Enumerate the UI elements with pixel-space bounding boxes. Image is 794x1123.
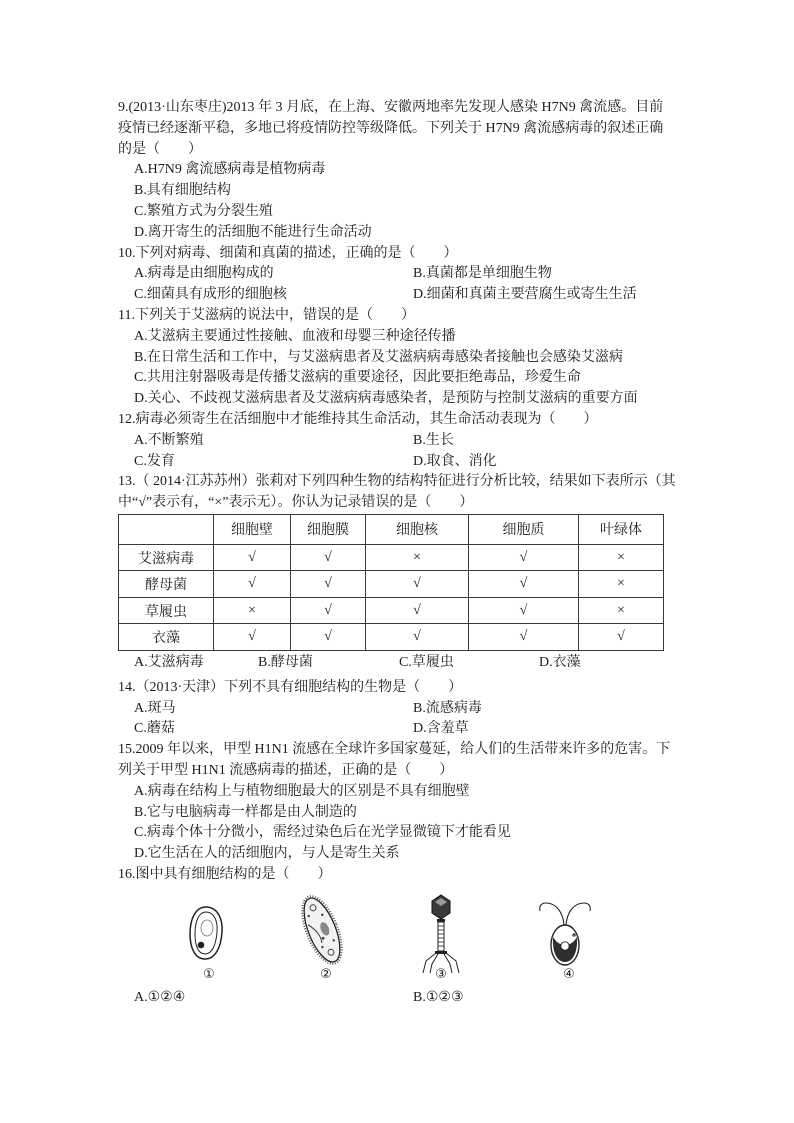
table-cell: √ — [214, 571, 291, 598]
question-stem-line: 疫情已经逐渐平稳，多地已将疫情防控等级降低。下列关于 H7N9 禽流感病毒的叙述正确 — [118, 120, 664, 136]
table-cell: √ — [291, 597, 366, 624]
column-header: 叶绿体 — [579, 514, 664, 544]
option-a: A.艾滋病主要通过性接触、血液和母婴三种途径传播 — [134, 328, 456, 344]
flagellum-right — [566, 903, 590, 925]
option-d: D.关心、不歧视艾滋病患者及艾滋病病毒感染者，是预防与控制艾滋病的重要方面 — [134, 391, 638, 407]
table-cell: × — [579, 597, 664, 624]
column-header: 细胞质 — [469, 514, 579, 544]
table-cell: √ — [291, 624, 366, 651]
table-cell: √ — [291, 544, 366, 571]
option-pair — [118, 264, 718, 285]
table-cell: √ — [469, 597, 579, 624]
table-cell: √ — [214, 624, 291, 651]
table-cell: √ — [469, 571, 579, 598]
question-stem-line: 列关于甲型 H1N1 流感病毒的描述，正确的是（ ） — [118, 762, 454, 778]
question-stem-line: 13.（ 2014·江苏苏州）张莉对下列四种生物的结构特征进行分析比较，结果如下表所示（其 — [118, 474, 676, 490]
chlamydomonas-icon — [536, 899, 594, 967]
phage-base-plate — [435, 951, 447, 954]
table-row — [119, 544, 664, 571]
table-cell: √ — [291, 571, 366, 598]
option-c: C.发育 — [134, 453, 175, 469]
figure-label: ④ — [563, 966, 575, 982]
option-a: A.病毒是由细胞构成的 — [134, 266, 274, 282]
table-corner-cell — [119, 514, 214, 544]
figure-label: ① — [203, 966, 215, 982]
figure-label: ② — [320, 966, 332, 982]
option-row — [118, 653, 718, 674]
table-cell: √ — [366, 571, 469, 598]
option-a: A.病毒在结构上与植物细胞最大的区别是不具有细胞壁 — [134, 783, 470, 799]
option-c: C.细菌具有成形的细胞核 — [134, 287, 287, 303]
row-label: 艾滋病毒 — [119, 544, 214, 571]
table-cell: √ — [579, 624, 664, 651]
option-pair — [118, 452, 718, 473]
question-stem-line: 15.2009 年以来，甲型 H1N1 流感在全球许多国家蔓延，给人们的生活带来许多的危害。下 — [118, 742, 671, 758]
question-15 — [118, 740, 718, 865]
option-a: A.斑马 — [134, 700, 176, 716]
option-b: B.生长 — [413, 432, 454, 448]
question-12 — [118, 410, 718, 472]
option-d: D.它生活在人的活细胞内，与人是寄生关系 — [134, 846, 400, 862]
row-label: 草履虫 — [119, 597, 214, 624]
nucleus — [561, 942, 569, 950]
column-header: 细胞壁 — [214, 514, 291, 544]
question-16 — [118, 865, 718, 1009]
option-c: C.草履虫 — [399, 654, 454, 670]
table-cell: × — [579, 544, 664, 571]
option-pair — [118, 719, 718, 740]
option-c: C.共用注射器吸毒是传播艾滋病的重要途径，因此要拒绝毒品，珍爱生命 — [134, 370, 581, 386]
question-9 — [118, 98, 718, 244]
table-row — [119, 597, 664, 624]
paramecium-icon — [295, 892, 349, 968]
option-d: D.取食、消化 — [413, 453, 497, 469]
table-cell: √ — [469, 624, 579, 651]
question-stem-line: 14.（2013·天津）下列不具有细胞结构的生物是（ ） — [118, 679, 463, 695]
table-row — [119, 571, 664, 598]
option-d: D.衣藻 — [539, 654, 581, 670]
nucleus-dot — [198, 941, 205, 948]
column-header: 细胞核 — [366, 514, 469, 544]
question-stem-line: 10.下列对病毒、细菌和真菌的描述，正确的是（ ） — [118, 245, 458, 261]
figure-row — [118, 886, 718, 988]
table-cell: × — [579, 571, 664, 598]
figure-label: ③ — [435, 966, 447, 982]
option-b: B.①②③ — [413, 989, 464, 1005]
option-c: C.繁殖方式为分裂生殖 — [134, 203, 273, 219]
question-stem-line: 11.下列关于艾滋病的说法中，错误的是（ ） — [118, 307, 415, 323]
table-cell: × — [366, 544, 469, 571]
option-b: B.真菌都是单细胞生物 — [413, 266, 552, 282]
bacteriophage-icon — [419, 893, 463, 975]
option-d: D.含羞草 — [413, 721, 469, 737]
question-14 — [118, 678, 718, 740]
table-header-row — [119, 514, 664, 544]
question-list — [118, 98, 718, 1009]
question-10 — [118, 244, 718, 306]
option-d: D.离开寄生的活细胞不能进行生命活动 — [134, 224, 372, 240]
option-b: B.具有细胞结构 — [134, 183, 231, 199]
question-13 — [118, 472, 718, 673]
option-pair — [118, 431, 718, 452]
question-stem-line: 9.(2013·山东枣庄)2013 年 3 月底，在上海、安徽两地率先发现人感染 H7N9 禽流感。目前 — [118, 100, 664, 115]
question-stem-line: 的是（ ） — [118, 141, 202, 157]
table-cell: √ — [366, 624, 469, 651]
option-a: A.①②④ — [134, 989, 186, 1005]
table-cell: × — [214, 597, 291, 624]
option-a: A.艾滋病毒 — [134, 654, 204, 670]
option-c: C.病毒个体十分微小，需经过染色后在光学显微镜下才能看见 — [134, 825, 511, 841]
row-label: 衣藻 — [119, 624, 214, 651]
question-stem-line: 16.图中具有细胞结构的是（ ） — [118, 866, 332, 882]
question-11 — [118, 306, 718, 410]
eyespot — [572, 933, 576, 937]
option-b: B.流感病毒 — [413, 700, 482, 716]
option-a: A.H7N9 禽流感病毒是植物病毒 — [134, 162, 326, 178]
option-d: D.细菌和真菌主要营腐生或寄生生活 — [413, 287, 637, 303]
structure-comparison-table — [118, 514, 664, 651]
question-stem-line: 中“√”表示有，“×”表示无）。你认为记录错误的是（ ） — [118, 495, 474, 511]
table-cell: √ — [469, 544, 579, 571]
option-c: C.蘑菇 — [134, 721, 175, 737]
table-cell: √ — [366, 597, 469, 624]
question-stem-line: 12.病毒必须寄生在活细胞中才能维持其生命活动，其生命活动表现为（ ） — [118, 411, 598, 427]
table-row — [119, 624, 664, 651]
row-label: 酵母菌 — [119, 571, 214, 598]
column-header: 细胞膜 — [291, 514, 366, 544]
option-pair — [118, 988, 718, 1009]
cell-icon — [186, 904, 226, 962]
option-b: B.它与电脑病毒一样都是由人制造的 — [134, 804, 357, 820]
option-b: B.在日常生活和工作中，与艾滋病患者及艾滋病病毒感染者接触也会感染艾滋病 — [134, 349, 623, 365]
flagellum-left — [540, 903, 564, 925]
option-pair — [118, 285, 718, 306]
option-b: B.酵母菌 — [258, 654, 313, 670]
option-a: A.不断繁殖 — [134, 432, 204, 448]
option-pair — [118, 699, 718, 720]
table-cell: √ — [214, 544, 291, 571]
